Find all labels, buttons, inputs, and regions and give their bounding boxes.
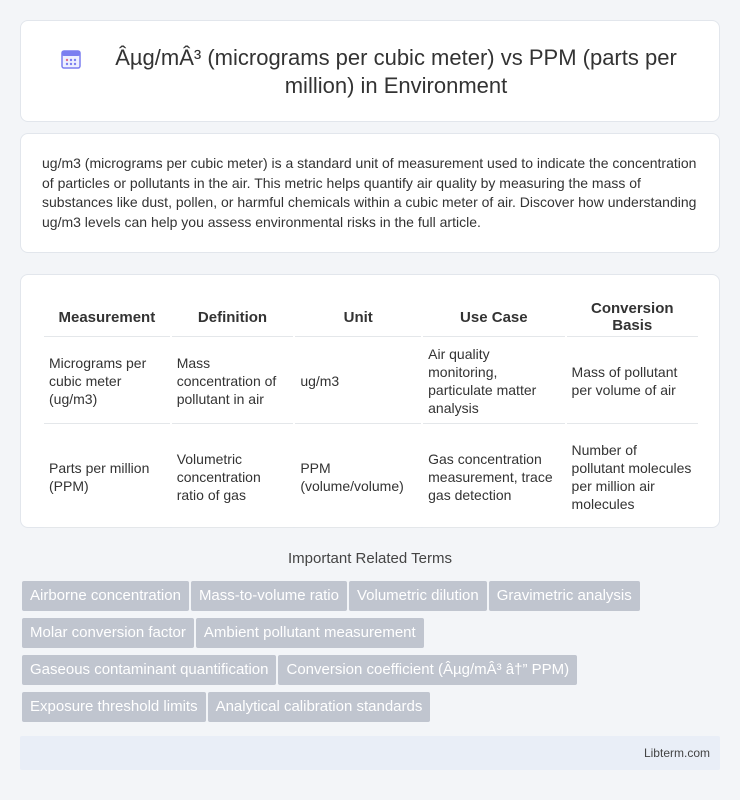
column-header: Conversion Basis xyxy=(567,297,698,337)
related-term-tag[interactable]: Ambient pollutant measurement xyxy=(196,618,424,648)
footer xyxy=(20,736,720,770)
related-terms-title: Important Related Terms xyxy=(288,550,452,567)
table-cell: Air quality monitoring, particulate matter analysis xyxy=(423,339,564,424)
related-term-tag[interactable]: Analytical calibration standards xyxy=(208,692,431,722)
column-header: Measurement xyxy=(44,297,170,337)
table-header-row xyxy=(44,297,698,337)
table-cell: Mass of pollutant per volume of air xyxy=(567,339,698,424)
related-term-tag[interactable]: Airborne concentration xyxy=(22,581,189,611)
table-cell: Number of pollutant molecules per million air molecules xyxy=(567,426,698,528)
related-term-tag[interactable]: Exposure threshold limits xyxy=(22,692,206,722)
header-card xyxy=(20,20,720,122)
comparison-table xyxy=(42,295,700,530)
column-header: Use Case xyxy=(423,297,564,337)
related-terms-list xyxy=(22,581,712,729)
table-cell: Mass concentration of pollutant in air xyxy=(172,339,294,424)
table-cell: Parts per million (PPM) xyxy=(44,426,170,528)
table-cell: PPM (volume/volume) xyxy=(295,426,421,528)
intro-card xyxy=(20,133,720,253)
column-header: Unit xyxy=(295,297,421,337)
column-header: Definition xyxy=(172,297,294,337)
table-row xyxy=(44,426,698,528)
site-link[interactable]: Libterm.com xyxy=(643,746,710,760)
related-term-tag[interactable]: Volumetric dilution xyxy=(349,581,487,611)
table-cell: Micrograms per cubic meter (ug/m3) xyxy=(44,339,170,424)
table-row xyxy=(44,339,698,424)
related-term-tag[interactable]: Gaseous contaminant quantification xyxy=(22,655,276,685)
related-term-tag[interactable]: Conversion coefficient (Âµg/mÂ³ â†” PPM) xyxy=(278,655,577,685)
intro-paragraph: ug/m3 (micrograms per cubic meter) is a standard unit of measurement used to indicate the concentration of particles or pollutants in the air. This metric helps quantify air quality by measuring the mass of substances like dust, pollen, or harmful chemicals within a cubic meter of air. Discover how understanding ug/m3 levels can help you assess environmental risks in the full article. xyxy=(42,155,697,230)
table-cell: Gas concentration measurement, trace gas detection xyxy=(423,426,564,528)
related-term-tag[interactable]: Mass-to-volume ratio xyxy=(191,581,347,611)
related-term-tag[interactable]: Molar conversion factor xyxy=(22,618,194,648)
table-cell: Volumetric concentration ratio of gas xyxy=(172,426,294,528)
table-cell: ug/m3 xyxy=(295,339,421,424)
comparison-table-card xyxy=(20,274,720,528)
page-title: Âµg/mÂ³ (micrograms per cubic meter) vs PPM (parts per million) in Environment xyxy=(115,45,677,98)
related-term-tag[interactable]: Gravimetric analysis xyxy=(489,581,640,611)
